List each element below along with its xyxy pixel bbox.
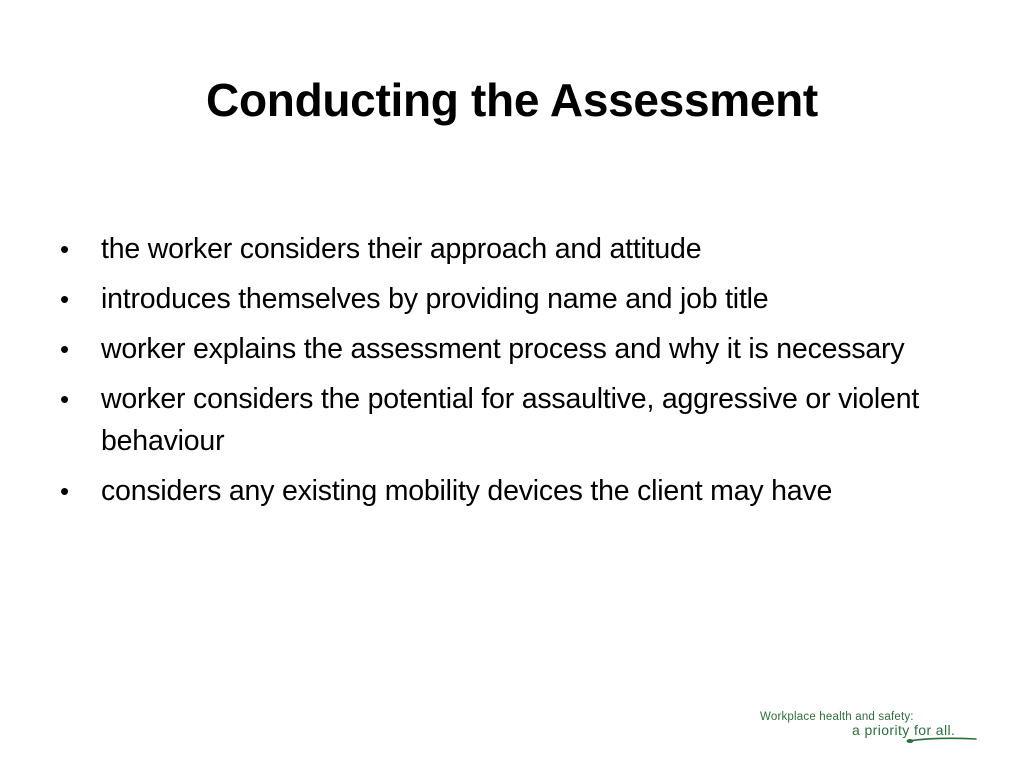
footer-logo xyxy=(756,708,982,744)
bullet-dot-icon: • xyxy=(60,476,69,506)
bullet-dot-icon: • xyxy=(60,234,69,264)
bullet-text: introduces themselves by providing name and job title xyxy=(101,283,769,315)
bullet-text: the worker considers their approach and attitude xyxy=(101,233,702,265)
logo-tagline-line1: Workplace health and safety: xyxy=(760,711,914,723)
bullet-dot-icon: • xyxy=(60,284,69,314)
bullet-item xyxy=(60,228,960,270)
bullet-item xyxy=(60,278,960,320)
bullet-item xyxy=(60,378,960,462)
bullet-text: considers any existing mobility devices the client may have xyxy=(101,475,833,507)
bullet-list xyxy=(60,228,960,520)
logo-swoosh-icon xyxy=(906,736,978,744)
slide-title: Conducting the Assessment xyxy=(206,74,818,126)
bullet-dot-icon: • xyxy=(60,334,69,364)
logo-tagline-line2: a priority for all. xyxy=(852,722,956,738)
bullet-item xyxy=(60,470,960,512)
bullet-text: worker considers the potential for assaultive, aggressive or violent behaviour xyxy=(101,383,920,457)
bullet-text: worker explains the assessment process and why it is necessary xyxy=(101,333,905,365)
bullet-dot-icon: • xyxy=(60,384,69,414)
bullet-item xyxy=(60,328,960,370)
